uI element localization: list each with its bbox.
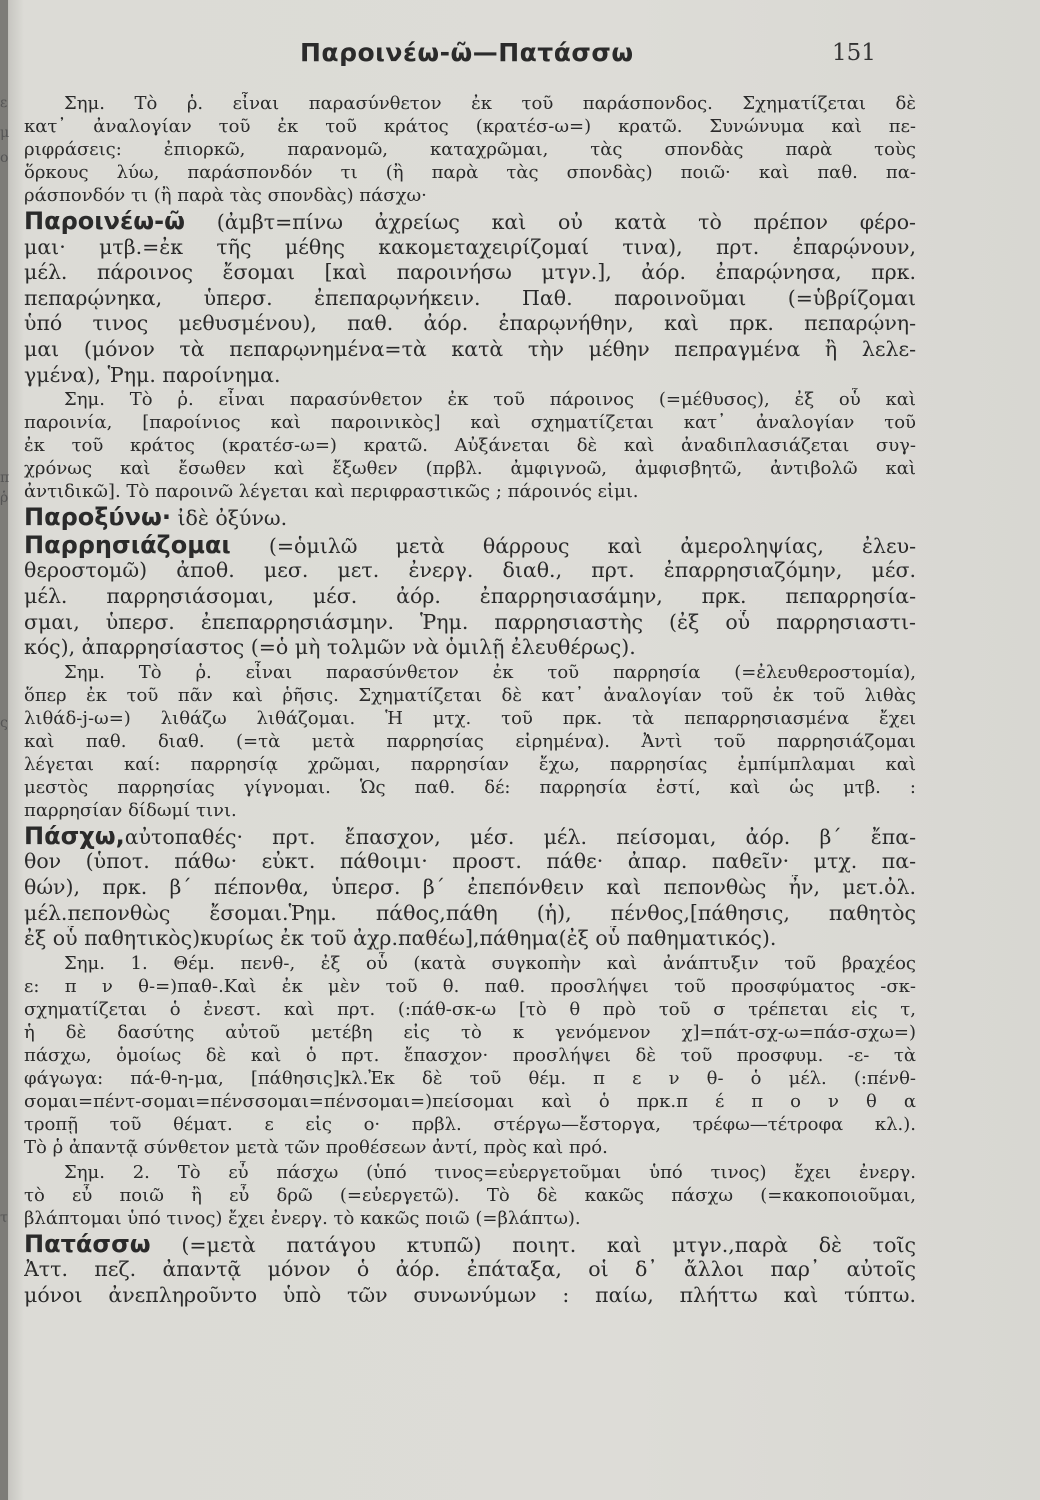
line-text: καὶ παθ. διαθ. (=τὰ μετὰ παρρησίας εἰρημένα). Ἀντὶ τοῦ παρρησιάζομαι	[24, 730, 916, 752]
line-text: ἐξ οὗ παθητικὸς)κυρίως ἐκ τοῦ ἀχρ.παθέω],πάθημα(ἐξ οὗ παθηματικός).	[24, 926, 777, 951]
line-text: Σημ. Τὸ ῥ. εἶναι παρασύνθετον ἐκ τοῦ παράσπονδος. Σχηματίζεται δὲ	[64, 93, 916, 114]
line-text: σχηματίζεται ὁ ἐνεστ. καὶ πρτ. (:πάθ-σκ-ω [τὸ θ πρὸ τοῦ σ τρέπεται εἰς τ,	[24, 998, 916, 1020]
text-line	[24, 998, 916, 1021]
line-text: μόνοι ἀνεπληροῦντο ὑπὸ τῶν συνωνύμων : παίω, πλήττω καὶ τύπτω.	[24, 1282, 916, 1307]
running-head: Παροινέω-ῶ—Πατάσσω	[300, 38, 634, 67]
line-text: πάσχω, ὁμοίως δὲ καὶ ὁ πρτ. ἔπασχον· προσλήψει δὲ τοῦ προσφυμ. -ε- τὰ	[24, 1044, 916, 1066]
line-text: γμένα), Ῥημ. παροίνημα.	[24, 362, 281, 387]
line-text: κός), ἀπαρρησίαστος (=ὁ μὴ τολμῶν νὰ ὁμιλῇ ἐλευθέρως).	[24, 635, 636, 660]
text-line	[24, 1090, 916, 1113]
text-line	[24, 776, 916, 799]
line-text: χρόνως καὶ ἔσωθεν καὶ ἔξωθεν (πρβλ. ἀμφιγνοῶ, ἀμφισβητῶ, ἀντιβολῶ καὶ	[24, 458, 916, 480]
line-text: ἡ δὲ δασύτης αὐτοῦ μετέβη εἰς τὸ κ γενόμενον χ]=πάτ-σχ-ω=πάσ-σχω=)	[24, 1021, 916, 1043]
margin-mark: π	[0, 470, 10, 486]
text-line	[24, 480, 916, 503]
text-line	[24, 926, 916, 952]
line-text: μαι (μόνον τὰ πεπαρῳνημένα=τὰ κατὰ τὴν μέθην πεπραγμένα ἢ λελε-	[24, 336, 916, 361]
margin-mark: τ	[0, 1210, 8, 1226]
text-line	[24, 610, 916, 636]
line-text: λιθάδ-j-ω=) λιθάζω λιθάζομαι. Ἡ μτχ. τοῦ πρκ. τὰ πεπαρρησιασμένα ἔχει	[24, 707, 916, 729]
line-text: τὸ εὖ ποιῶ ἢ εὖ δρῶ (=εὐεργετῶ). Τὸ δὲ κακῶς πάσχω (=κακοποιοῦμαι,	[24, 1184, 916, 1206]
text-line	[24, 684, 916, 707]
line-text: ἐκ τοῦ κράτος (κρατέσ-ω=) κρατῶ. Αὐξάνεται δὲ καὶ ἀναδιπλασιάζεται συγ-	[24, 435, 916, 457]
line-text: (ἀμβτ=πίνω ἀχρείως καὶ οὐ κατὰ τὸ πρέπον φέρο-	[184, 210, 916, 234]
entry-headword-line	[24, 824, 916, 850]
line-text: Σημ. Τὸ ῥ. εἶναι παρασύνθετον ἐκ τοῦ πάροινος (=μέθυσος), ἐξ οὗ καὶ	[64, 389, 916, 411]
text-line	[24, 1067, 916, 1090]
text-line	[24, 235, 916, 261]
line-text: τροπῇ τοῦ θέματ. ε εἰς ο· πρβλ. στέργω—ἔστοργα, τρέφω—τέτροφα κλ.).	[24, 1113, 916, 1135]
line-text: Τὸ ῥ ἀπαντᾷ σύνθετον μετὰ τῶν προθέσεων ἀντί, πρὸς καὶ πρό.	[24, 1136, 608, 1158]
line-text: ριφράσεις: ἐπιορκῶ, παρανομῶ, καταχρῶμαι, τὰς σπονδὰς παρὰ τοὺς	[24, 139, 916, 160]
text-line	[24, 115, 916, 138]
entry-headword-line	[24, 505, 916, 531]
text-line	[24, 661, 916, 684]
line-text: (=ὁμιλῶ μετὰ θάρρους καὶ ἀμεροληψίας, ἐλευ-	[230, 533, 916, 558]
line-text: μαι· μτβ.=ἐκ τῆς μέθης κακομεταχειρίζομαί τινα), πρτ. ἐπαρῴνουν,	[24, 234, 916, 259]
page-header	[0, 38, 1040, 78]
line-text: παρρησίαν δίδωμί τινι.	[24, 799, 237, 821]
text-line	[24, 558, 916, 584]
line-text: Ἀττ. πεζ. ἀπαντᾷ μόνον ὁ ἀόρ. ἐπάταξα, οἱ δ᾿ ἄλλοι παρ᾿ αὐτοῖς	[24, 1257, 916, 1282]
text-line	[24, 286, 916, 312]
line-text: ὅρκους λύω, παράσπονδόν τι (ἢ παρὰ τὰς σπονδὰς) ποιῶ· καὶ παθ. πα-	[24, 162, 916, 183]
text-line	[24, 138, 916, 161]
text-line	[24, 1136, 916, 1159]
text-line	[24, 1207, 916, 1230]
margin-mark: ε	[0, 95, 8, 111]
line-text: ράσπονδόν τι (ἢ παρὰ τὰς σπονδὰς) πάσχω·	[24, 185, 427, 206]
line-text: αὐτοπαθές· πρτ. ἔπασχον, μέσ. μέλ. πείσομαι, ἀόρ. β΄ ἔπα-	[124, 824, 916, 849]
text-line	[24, 952, 916, 975]
text-line	[24, 875, 916, 901]
text-line	[24, 1113, 916, 1136]
entry-headword-line	[24, 533, 916, 559]
line-text: σομαι=πέντ-σομαι=πένσσομαι=πένσομαι=)πείσομαι καὶ ὁ πρκ.π έ π ο ν θ α	[24, 1090, 916, 1112]
line-text: μέλ. παρρησιάσομαι, μέσ. ἀόρ. ἐπαρρησιασάμην, πρκ. πεπαρρησία-	[24, 583, 916, 608]
line-text: σμαι, ὑπερσ. ἐπεπαρρησιάσμην. Ῥημ. παρρησιαστὴς (ἐξ οὗ παρρησιαστι-	[24, 609, 916, 634]
text-line	[24, 975, 916, 998]
text-line	[24, 260, 916, 286]
line-text: ὅπερ ἐκ τοῦ πᾶν καὶ ῥῆσις. Σχηματίζεται δὲ κατ᾿ ἀναλογίαν τοῦ ἐκ τοῦ λιθὰς	[24, 684, 916, 706]
line-text: θών), πρκ. β΄ πέπονθα, ὑπερσ. β΄ ἐπεπόνθειν καὶ πεπονθὼς ἦν, μετ.ὀλ.	[24, 874, 916, 899]
entry-headword-line	[24, 209, 916, 235]
margin-mark: ς	[0, 715, 8, 731]
line-text: Σημ. Τὸ ῥ. εἶναι παρασύνθετον ἐκ τοῦ παρρησία (=ἐλευθεροστομία),	[64, 661, 916, 683]
line-text: (=μετὰ πατάγου κτυπῶ) ποιητ. καὶ μτγν.,παρὰ δὲ τοῖς	[150, 1232, 916, 1257]
margin-mark: μ	[0, 125, 10, 141]
line-text: ὑπό τινος μεθυσμένου), παθ. ἀόρ. ἐπαρῳνήθην, καὶ πρκ. πεπαρῴνη-	[24, 311, 916, 336]
line-text: μέλ.πεπονθὼς ἔσομαι.Ῥημ. πάθος,πάθη (ἡ), πένθος,[πάθησις, παθητὸς	[24, 900, 916, 925]
line-text: μέλ. πάροινος ἔσομαι [καὶ παροινήσω μτγν.], ἀόρ. ἐπαρῴνησα, πρκ.	[24, 260, 916, 285]
line-text: βλάπτομαι ὑπό τινος) ἔχει ἐνεργ. τὸ κακῶς ποιῶ (=βλάπτω).	[24, 1207, 581, 1229]
margin-mark: ῥ	[0, 490, 9, 506]
line-text: θεροστομῶ) ἀποθ. μεσ. μετ. ἐνεργ. διαθ., πρτ. ἐπαρρησιαζόμην, μέσ.	[24, 558, 916, 583]
line-text: πεπαρῴνηκα, ὑπερσ. ἐπεπαρῳνήκειν. Παθ. παροινοῦμαι (=ὑβρίζομαι	[24, 285, 916, 310]
line-text: κατ᾿ ἀναλογίαν τοῦ ἐκ τοῦ κράτος (κρατέσ-ω=) κρατῶ. Συνώνυμα καὶ πε-	[24, 116, 916, 137]
text-line	[24, 434, 916, 457]
entry-headword: Παροξύνω·	[24, 505, 171, 531]
entry-headword: Παροινέω-ῶ	[24, 209, 185, 235]
line-text: Σημ. 2. Τὸ εὖ πάσχω (ὑπό τινος=εὐεργετοῦμαι ὑπό τινος) ἔχει ἐνεργ.	[64, 1161, 916, 1183]
text-line	[24, 1021, 916, 1044]
text-line	[24, 584, 916, 610]
text-line	[24, 337, 916, 363]
text-line	[24, 457, 916, 480]
text-line	[24, 411, 916, 434]
binding-shadow	[0, 0, 8, 1500]
line-text: φάγωγα: πά-θ-η-μα, [πάθησις]κλ.Ἐκ δὲ τοῦ θέμ. π ε ν θ- ὁ μέλ. (:πένθ-	[24, 1067, 916, 1089]
text-line	[24, 799, 916, 822]
text-line	[24, 363, 916, 389]
line-text: ἀντιδικῶ]. Τὸ παροινῶ λέγεται καὶ περιφραστικῶς ; πάροινός εἰμι.	[24, 481, 639, 503]
text-line	[24, 1161, 916, 1184]
line-text: μεστὸς παρρησίας γίγνομαι. Ὡς παθ. δέ: παρρησία ἐστί, καὶ ὡς μτβ. :	[24, 776, 916, 798]
entry-headword-line	[24, 1232, 916, 1258]
text-line	[24, 901, 916, 927]
text-line	[24, 1044, 916, 1067]
text-line	[24, 730, 916, 753]
text-line	[24, 311, 916, 337]
line-text: παροινία, [παροίνιος καὶ παροινικὸς] καὶ σχηματίζεται κατ᾿ ἀναλογίαν τοῦ	[24, 412, 916, 434]
text-line	[24, 849, 916, 875]
entry-headword: Πάσχω,	[24, 823, 125, 850]
text-line	[24, 92, 916, 115]
entry-headword: Πατάσσω	[24, 1231, 151, 1258]
line-text: ε: π ν θ-=)παθ-.Καὶ ἐκ μὲν τοῦ θ. παθ. προσλήψει τοῦ προσφύματος -σκ-	[24, 975, 916, 997]
page-number: 151	[832, 40, 876, 66]
line-text: ἰδὲ ὀξύνω.	[170, 506, 288, 531]
line-text: Σημ. 1. Θέμ. πενθ-, ἐξ οὗ (κατὰ συγκοπὴν καὶ ἀνάπτυξιν τοῦ βραχέος	[64, 952, 916, 974]
text-line	[24, 635, 916, 661]
dictionary-text	[24, 92, 916, 1308]
text-line	[24, 184, 916, 207]
text-line	[24, 753, 916, 776]
line-text: λέγεται καί: παρρησίᾳ χρῶμαι, παρρησίαν ἔχω, παρρησίας ἐμπίμπλαμαι καὶ	[24, 753, 916, 775]
text-line	[24, 161, 916, 184]
entry-headword: Παρρησιάζομαι	[24, 532, 231, 559]
text-line	[24, 1283, 916, 1309]
line-text: θον (ὑποτ. πάθω· εὐκτ. πάθοιμι· προστ. πάθε· ἀπαρ. παθεῖν· μτχ. πα-	[24, 849, 916, 874]
text-line	[24, 388, 916, 411]
margin-mark: ο	[0, 150, 9, 166]
text-line	[24, 1257, 916, 1283]
text-line	[24, 1184, 916, 1207]
text-line	[24, 707, 916, 730]
